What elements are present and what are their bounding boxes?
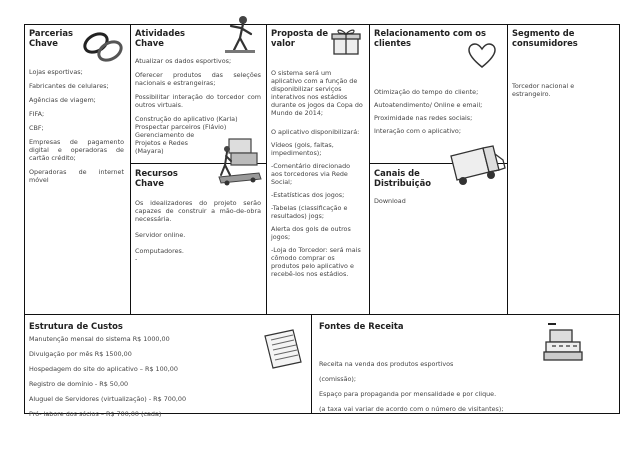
channels-item: Download bbox=[374, 197, 406, 205]
revenue-item: (a taxa vai variar de acordo com o número de visitantes); bbox=[319, 405, 504, 413]
relationship-item: Otimização do tempo do cliente; bbox=[374, 88, 479, 96]
divider-3 bbox=[369, 24, 370, 314]
revenue-title: Fontes de Receita bbox=[319, 321, 404, 331]
bottom-divider bbox=[311, 314, 312, 414]
costs-title: Estrutura de Custos bbox=[29, 321, 123, 331]
value-list bbox=[271, 69, 363, 284]
value-item: -Tabelas (classificação e resultados) jogs; bbox=[271, 204, 348, 220]
activities-item: Oferecer produtos das seleções nacionais e estrangeiras; bbox=[135, 71, 261, 87]
resources-title: Recursos Chave bbox=[135, 168, 178, 188]
costs-item: Hospedagem do site do aplicativo – R$ 100,00 bbox=[29, 365, 178, 373]
divider-2 bbox=[266, 24, 267, 314]
resources-item: Computadores. - bbox=[135, 247, 184, 263]
activities-item: Possibilitar interação do torcedor com outros virtuais. bbox=[135, 93, 261, 109]
value-item: -Estatísticas dos jogos; bbox=[271, 191, 345, 199]
resources-list bbox=[135, 199, 261, 269]
heart-icon bbox=[468, 43, 496, 69]
relationship-item: Proximidade nas redes sociais; bbox=[374, 114, 473, 122]
worker-icon bbox=[223, 14, 257, 56]
receipt-icon bbox=[259, 328, 305, 370]
costs-item: Manutenção mensal do sistema R$ 1000,00 bbox=[29, 335, 170, 343]
partners-item: Agências de viagem; bbox=[29, 96, 96, 104]
partners-item: CBF; bbox=[29, 124, 44, 132]
revenue-item: Receita na venda dos produtos esportivos bbox=[319, 360, 454, 368]
relationship-item: Autoatendimento/ Online e email; bbox=[374, 101, 483, 109]
segments-title: Segmento de consumidores bbox=[512, 28, 578, 48]
canvas-right-border bbox=[619, 24, 620, 414]
relationship-title: Relacionamento com os clientes bbox=[374, 28, 486, 48]
activities-title: Atividades Chave bbox=[135, 28, 185, 48]
partners-item: FIFA; bbox=[29, 110, 45, 118]
costs-item: Aluguel de Servidores (virtualização) - R$ 700,00 bbox=[29, 395, 187, 403]
resources-item: Os idealizadores do projeto serão capazes de construir a mão-de-obra necessária. bbox=[135, 199, 261, 223]
pallet-jack-icon bbox=[215, 135, 263, 187]
partners-item: Operadoras de internet móvel bbox=[29, 168, 124, 184]
gift-icon bbox=[330, 26, 362, 56]
partners-item: Lojas esportivas; bbox=[29, 68, 83, 76]
value-item: O sistema será um aplicativo com a função de disponibilizar serviços interativos nos estádios durante os jogos da Copa do Mundo de 2014; bbox=[271, 69, 363, 117]
partners-title: Parcerias Chave bbox=[29, 28, 73, 48]
revenue-item: Espaço para propaganda por mensalidade e por clique. bbox=[319, 390, 497, 398]
value-item: Vídeos (gols, faltas, impedimentos); bbox=[271, 141, 334, 157]
value-item: Alerta dos gols de outros jogos; bbox=[271, 225, 351, 241]
value-item: -Loja do Torcedor: será mais cômodo comprar os produtos pelo aplicativo e recebê-los nos estádios. bbox=[271, 246, 361, 278]
channels-title: Canais de Distribuição bbox=[374, 168, 432, 188]
value-item: -Comentário direcionado aos torcedores via Rede Social; bbox=[271, 162, 351, 186]
relationship-list bbox=[374, 88, 502, 141]
horizontal-divider bbox=[24, 314, 620, 315]
costs-list bbox=[29, 335, 259, 424]
activities-item: Atualizar os dados esportivos; bbox=[135, 57, 232, 65]
partners-item: Fabricantes de celulares; bbox=[29, 82, 109, 90]
value-title: Proposta de valor bbox=[271, 28, 329, 48]
chain-links-icon bbox=[78, 27, 128, 67]
activities-item: Construção do aplicativo (Karla) Prospectar parceiros (Flávio) Gerenciamento de Projetos e Redes (Mayara) bbox=[135, 115, 238, 155]
revenue-item: (comissão); bbox=[319, 375, 357, 383]
truck-icon bbox=[449, 142, 507, 188]
value-item: O aplicativo disponibilizará: bbox=[271, 128, 360, 136]
partners-list bbox=[29, 68, 124, 190]
costs-item: Divulgação por mês R$ 1500,00 bbox=[29, 350, 132, 358]
segments-item: Torcedor nacional e estrangeiro. bbox=[512, 82, 575, 98]
costs-item: Pró- labore dos sócios – R$ 700,00 (cada) bbox=[29, 410, 162, 418]
canvas-left-border bbox=[24, 24, 25, 414]
partners-item: Empresas de pagamento digital e operadoras de cartão crédito; bbox=[29, 138, 124, 162]
revenue-list bbox=[319, 360, 609, 419]
divider-1 bbox=[130, 24, 131, 314]
costs-item: Registro de domínio - R$ 50,00 bbox=[29, 380, 129, 388]
cash-register-icon bbox=[542, 320, 586, 364]
relationship-item: Interação com o aplicativo; bbox=[374, 127, 461, 135]
canvas-top-border bbox=[24, 24, 620, 25]
resources-item: Servidor online. bbox=[135, 231, 186, 239]
divider-4 bbox=[507, 24, 508, 314]
